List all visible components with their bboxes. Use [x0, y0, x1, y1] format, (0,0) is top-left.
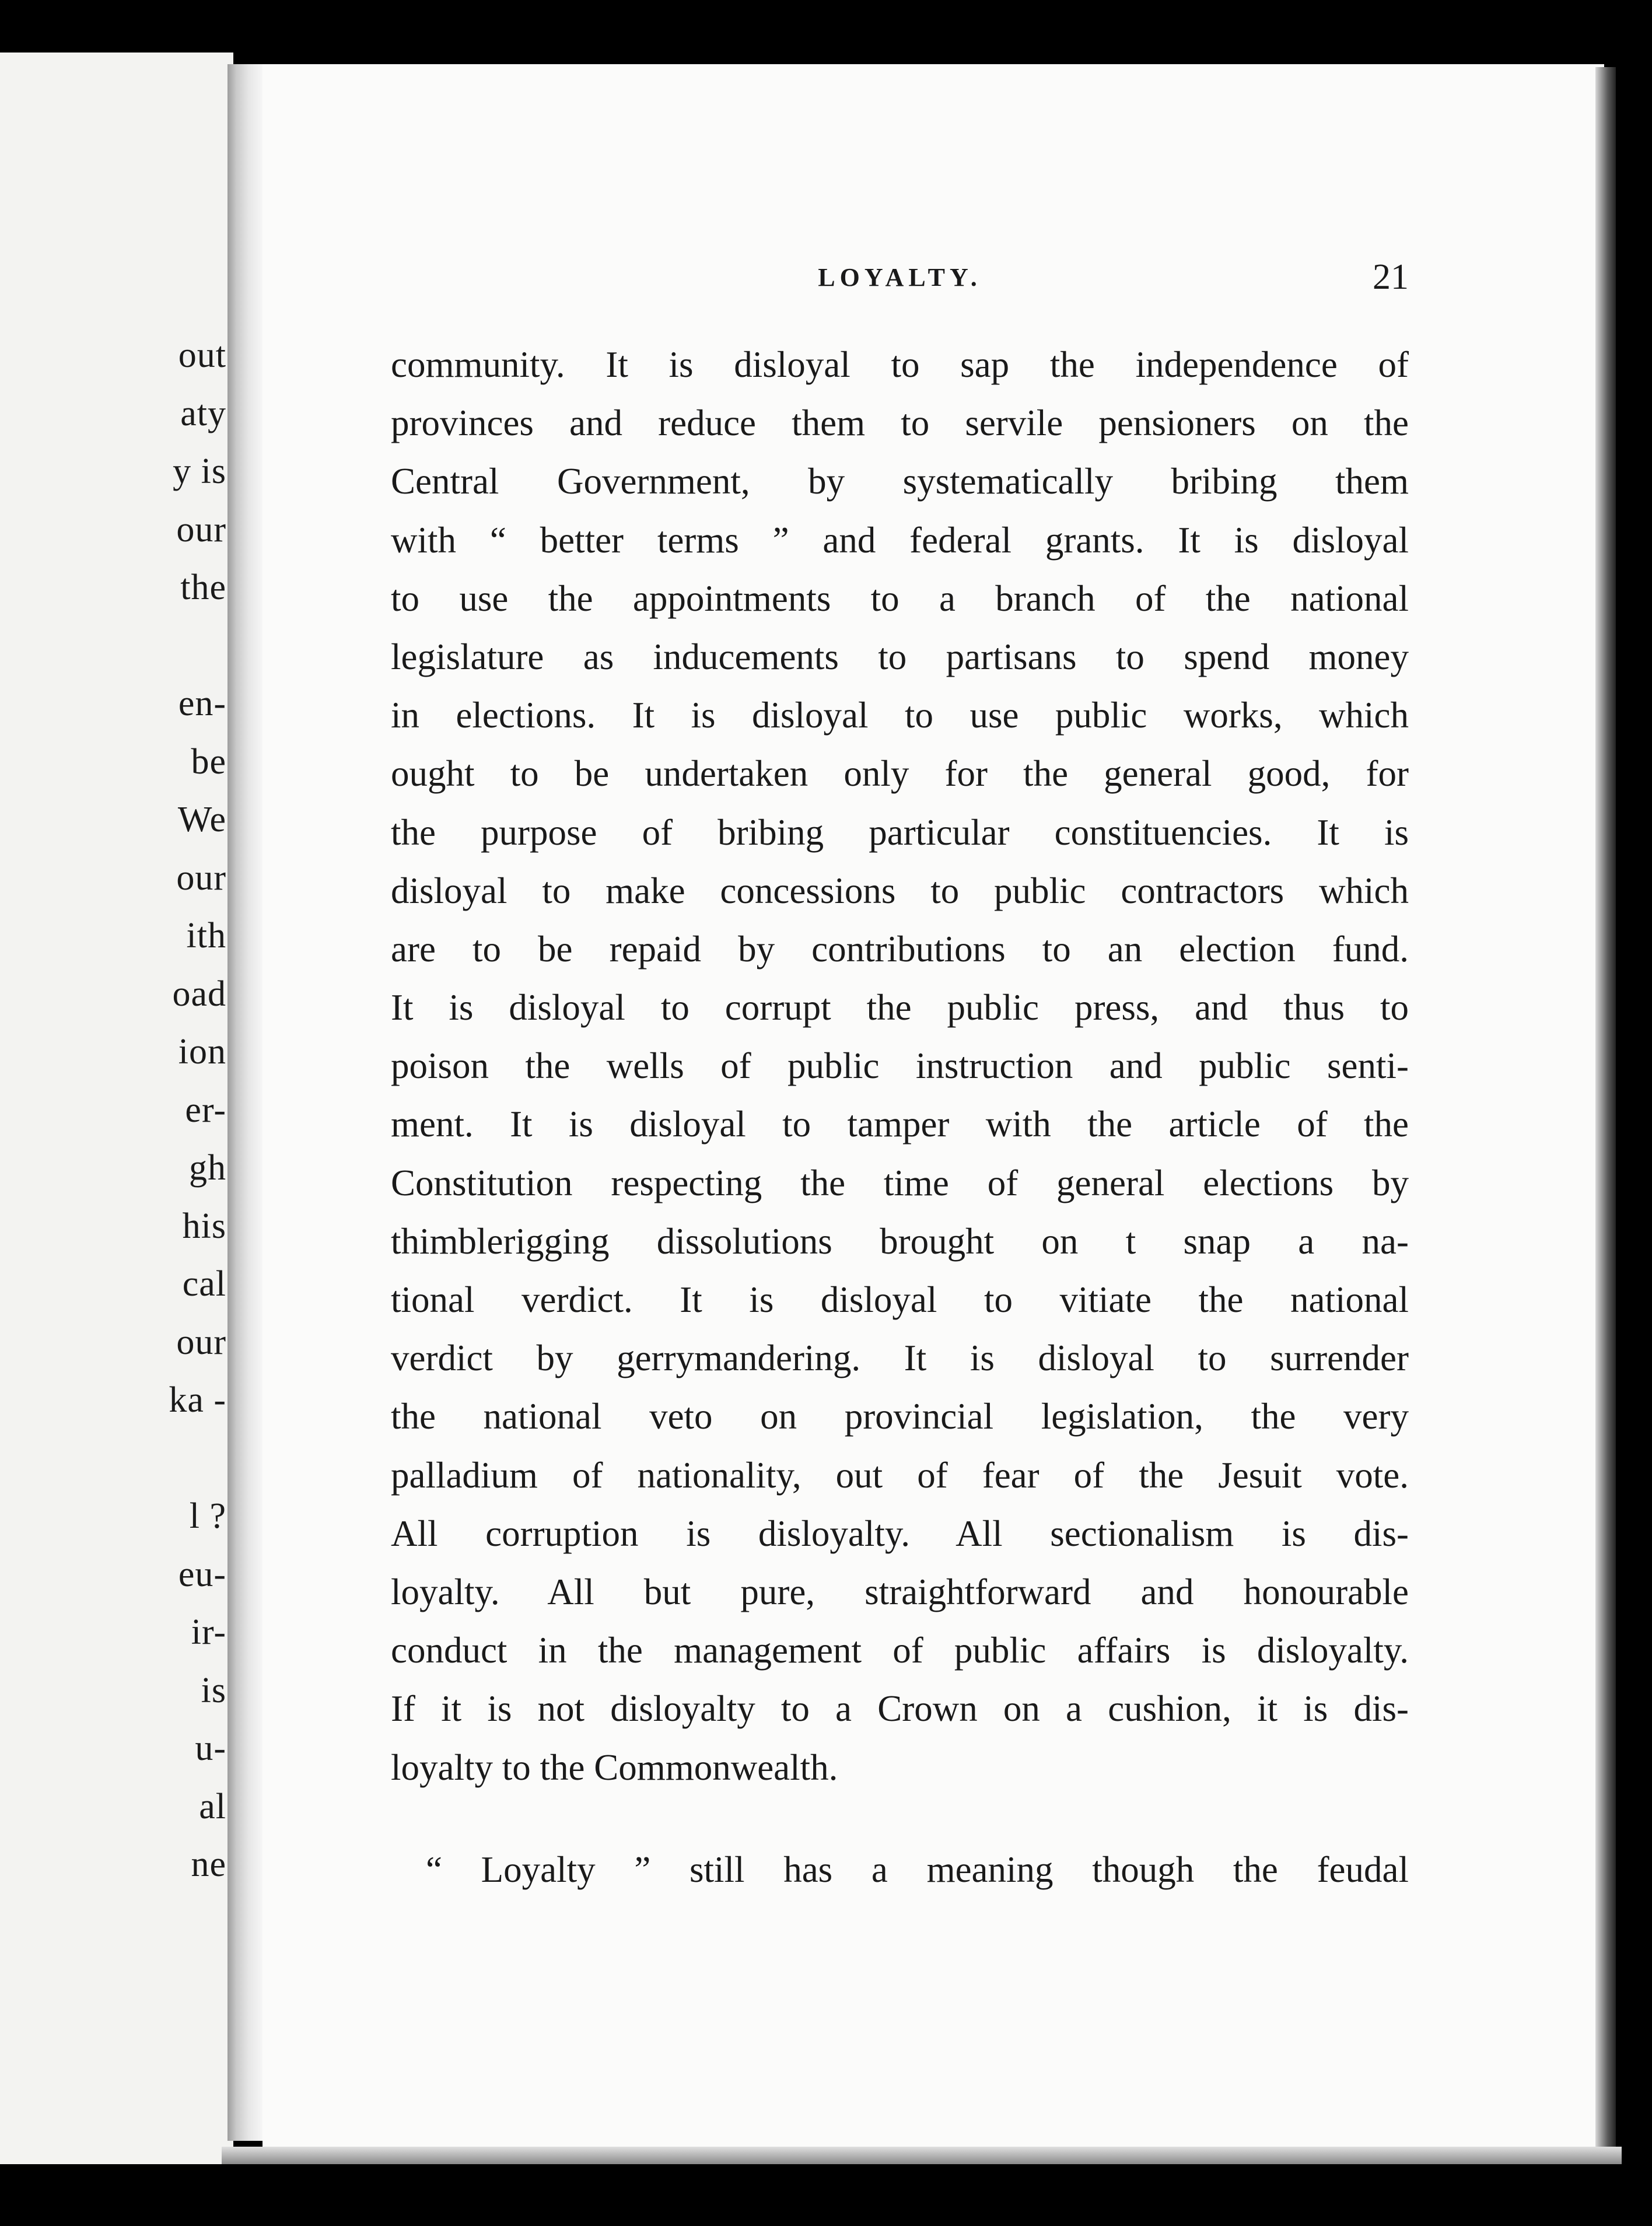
- text-line: with “ better terms ” and federal grants. It is disloyal: [391, 519, 1409, 561]
- text-fragment: cal: [182, 1264, 226, 1304]
- text-fragment: al: [199, 1786, 226, 1826]
- text-line: verdict by gerrymandering. It is disloyal to surrender: [391, 1338, 1409, 1379]
- text-fragment: be: [191, 741, 226, 782]
- running-title: LOYALTY.: [818, 263, 982, 292]
- text-fragment: [169, 617, 226, 676]
- text-line: legislature as inducements to partisans to spend money: [391, 636, 1409, 677]
- text-fragment: our: [176, 1322, 226, 1362]
- text-line: provinces and reduce them to servile pensioners on the: [391, 402, 1409, 444]
- paragraph-2: [391, 1840, 1409, 1899]
- previous-page: [0, 52, 233, 2164]
- text-line: palladium of nationality, out of fear of the Jesuit vote.: [391, 1454, 1409, 1496]
- text-fragment: ion: [178, 1032, 226, 1072]
- text-line: are to be repaid by contributions to an election fund.: [391, 928, 1409, 970]
- text-fragment: ne: [191, 1845, 226, 1884]
- text-fragment: er-: [185, 1090, 226, 1130]
- text-line: “ Loyalty ” still has a meaning though the feudal: [426, 1849, 1409, 1890]
- text-line: Constitution respecting the time of general elections by: [391, 1162, 1409, 1203]
- text-fragment: en-: [178, 684, 226, 723]
- text-line: poison the wells of public instruction and public senti-: [391, 1045, 1409, 1087]
- text-fragment: aty: [180, 393, 226, 433]
- text-line: All corruption is disloyalty. All sectionalism is dis-: [391, 1513, 1409, 1554]
- text-fragment: ka -: [169, 1380, 226, 1420]
- text-line: If it is not disloyalty to a Crown on a cushion, it is dis-: [391, 1688, 1409, 1730]
- running-head: [391, 257, 1409, 303]
- text-fragment: ir-: [191, 1612, 226, 1652]
- text-line: conduct in the management of public affairs is disloyalty.: [391, 1630, 1409, 1671]
- page-number: 21: [1373, 257, 1409, 297]
- text-line: the national veto on provincial legislation, the very: [391, 1396, 1409, 1437]
- book-gutter: [228, 64, 262, 2141]
- text-line: tional verdict. It is disloyal to vitiate the national: [391, 1279, 1409, 1320]
- text-fragment: l ?: [189, 1496, 226, 1536]
- text-line: to use the appointments to a branch of the national: [391, 578, 1409, 619]
- text-fragment: eu-: [178, 1554, 226, 1594]
- text-line: Central Government, by systematically bribing them: [391, 461, 1409, 502]
- text-line: ought to be undertaken only for the general good, for: [391, 753, 1409, 794]
- text-fragment: gh: [189, 1148, 226, 1188]
- text-fragment: We: [177, 800, 226, 839]
- page-bottom-edge: [222, 2147, 1622, 2164]
- text-line: It is disloyal to corrupt the public press, and thus to: [391, 987, 1409, 1028]
- text-fragment: our: [176, 509, 226, 550]
- text-fragment: his: [182, 1206, 226, 1246]
- text-line: ment. It is disloyal to tamper with the article of the: [391, 1104, 1409, 1145]
- previous-page-text: [169, 327, 226, 1894]
- page-edge-shadow: [1595, 67, 1616, 2155]
- text-line: community. It is disloyal to sap the independence of: [391, 344, 1409, 385]
- text-line: loyalty to the Commonwealth.: [391, 1746, 838, 1788]
- text-fragment: u-: [195, 1728, 226, 1768]
- text-fragment: y is: [173, 452, 226, 491]
- text-fragment: oad: [172, 974, 226, 1014]
- text-line: loyalty. All but pure, straightforward and honourable: [391, 1571, 1409, 1612]
- text-fragment: is: [201, 1670, 226, 1710]
- text-line: disloyal to make concessions to public contractors which: [391, 870, 1409, 911]
- text-fragment: the: [180, 568, 226, 607]
- text-line: the purpose of bribing particular constituencies. It is: [391, 811, 1409, 853]
- paragraph-1: [391, 335, 1409, 1797]
- text-line: in elections. It is disloyal to use public works, which: [391, 695, 1409, 736]
- text-fragment: [169, 1430, 226, 1488]
- text-fragment: our: [176, 858, 226, 898]
- text-line: thimblerigging dissolutions brought on t snap a na-: [391, 1220, 1409, 1262]
- text-fragment: ith: [186, 916, 226, 956]
- text-fragment: out: [178, 335, 226, 375]
